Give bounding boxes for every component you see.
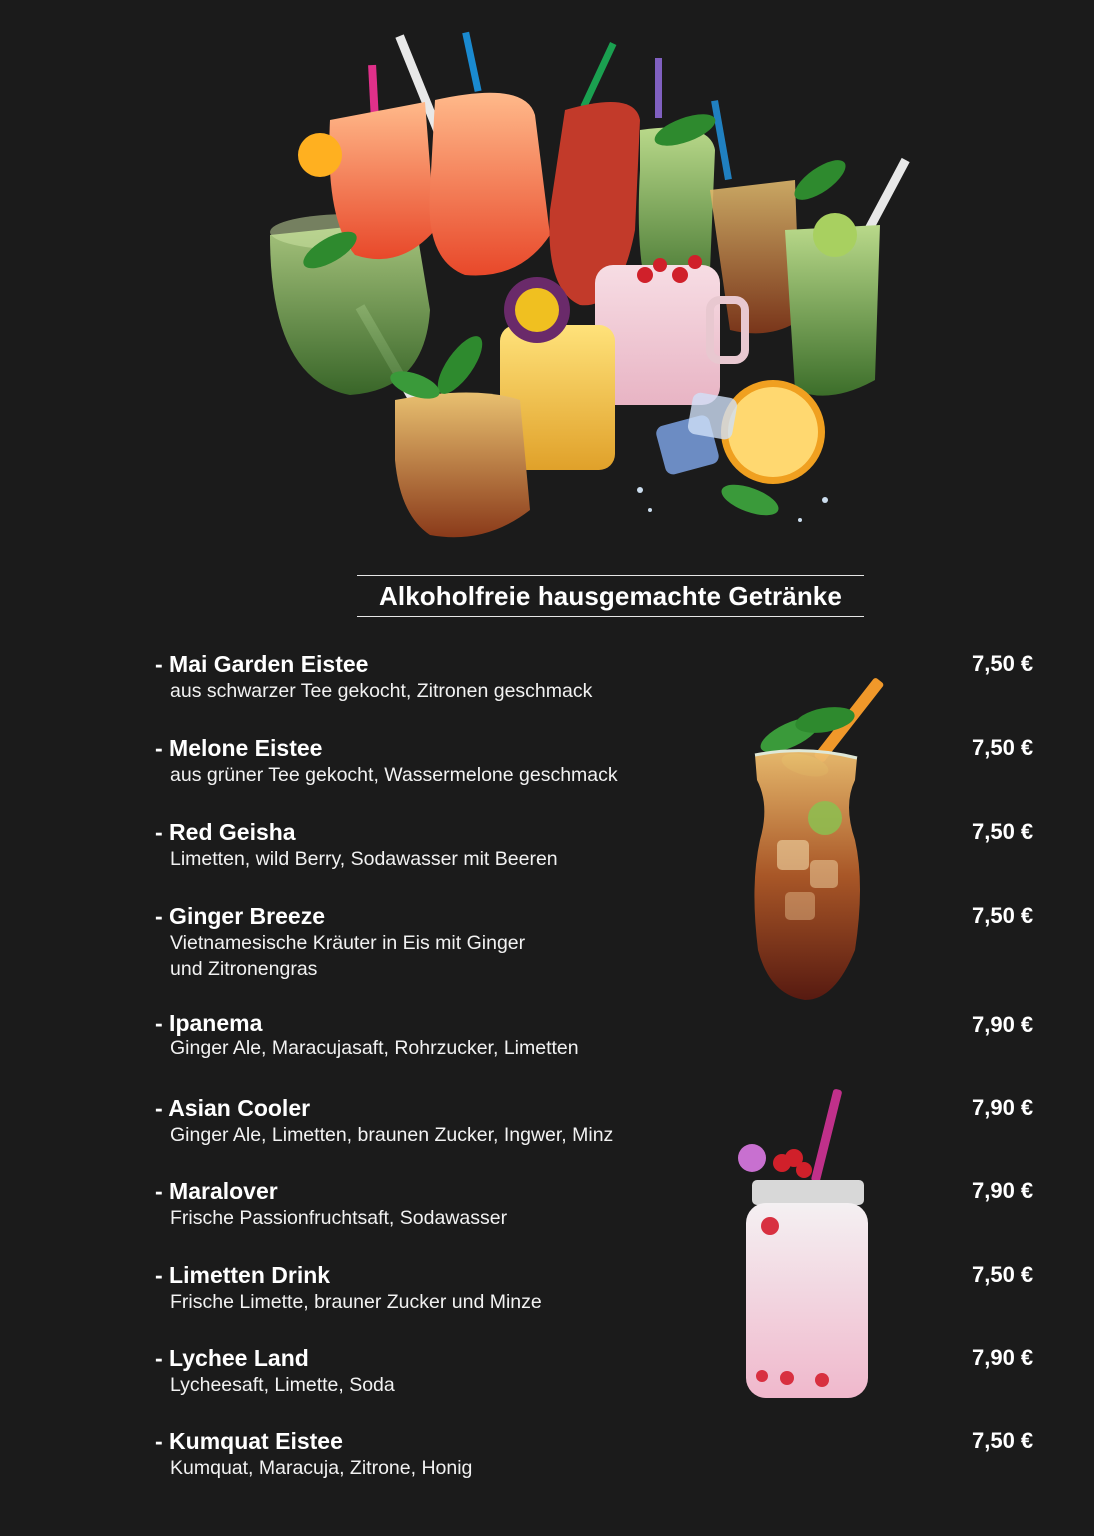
menu-item-name: - Maralover: [155, 1178, 278, 1204]
menu-item: [155, 1011, 1055, 1061]
drinks-hero-image: [240, 20, 940, 550]
menu-item-price: 7,50 €: [972, 903, 1034, 928]
menu-item-name: - Limetten Drink: [155, 1262, 331, 1288]
menu-item-name: - Kumquat Eistee: [155, 1428, 343, 1454]
menu-item-description: Frische Limette, brauner Zucker und Minze: [170, 1291, 542, 1313]
menu-item-description: Limetten, wild Berry, Sodawasser mit Beeren: [170, 848, 558, 870]
menu-item: [155, 1094, 1055, 1148]
menu-item-price: 7,50 €: [972, 651, 1034, 676]
menu-item-price: 7,90 €: [972, 1095, 1034, 1120]
menu-item-name: - Asian Cooler: [155, 1095, 311, 1121]
menu-item-description: Ginger Ale, Maracujasaft, Rohrzucker, Limetten: [170, 1037, 579, 1059]
lychee-jar-drink-image: [732, 1088, 874, 1400]
menu-item-description-line2: und Zitronengras: [170, 958, 318, 980]
menu-item-name: - Melone Eistee: [155, 735, 323, 761]
menu-item-price: 7,50 €: [972, 1428, 1034, 1453]
menu-item-name: - Red Geisha: [155, 819, 296, 845]
menu-item: [155, 1344, 1055, 1398]
menu-item-price: 7,50 €: [972, 735, 1034, 760]
menu-item-description: aus grüner Tee gekocht, Wassermelone geschmack: [170, 764, 618, 786]
menu-item-description: aus schwarzer Tee gekocht, Zitronen geschmack: [170, 680, 593, 702]
menu-item: [155, 1427, 1055, 1481]
menu-item: [155, 1261, 1055, 1315]
menu-item-name: - Ipanema: [155, 1010, 263, 1036]
menu-item-description: Lycheesaft, Limette, Soda: [170, 1374, 395, 1396]
menu-item-price: 7,90 €: [972, 1178, 1034, 1203]
menu-item-description: Ginger Ale, Limetten, braunen Zucker, Ingwer, Minz: [170, 1124, 614, 1146]
section-heading-box: [357, 575, 864, 617]
menu-item-description: Kumquat, Maracuja, Zitrone, Honig: [170, 1457, 473, 1479]
menu-item-description: Vietnamesische Kräuter in Eis mit Ginger: [170, 932, 526, 954]
menu-item-price: 7,90 €: [972, 1012, 1034, 1037]
menu-item-name: - Ginger Breeze: [155, 903, 325, 929]
menu-item-name: - Mai Garden Eistee: [155, 651, 369, 677]
menu-item-price: 7,90 €: [972, 1345, 1034, 1370]
section-heading: Alkoholfreie hausgemachte Getränke: [379, 580, 842, 611]
menu-item: [155, 1177, 1055, 1231]
menu-item-price: 7,50 €: [972, 819, 1034, 844]
menu-item-name: - Lychee Land: [155, 1345, 309, 1371]
menu-item-price: 7,50 €: [972, 1262, 1034, 1287]
iced-tea-drink-image: [725, 670, 925, 1005]
menu-item-description: Frische Passionfruchtsaft, Sodawasser: [170, 1207, 508, 1229]
